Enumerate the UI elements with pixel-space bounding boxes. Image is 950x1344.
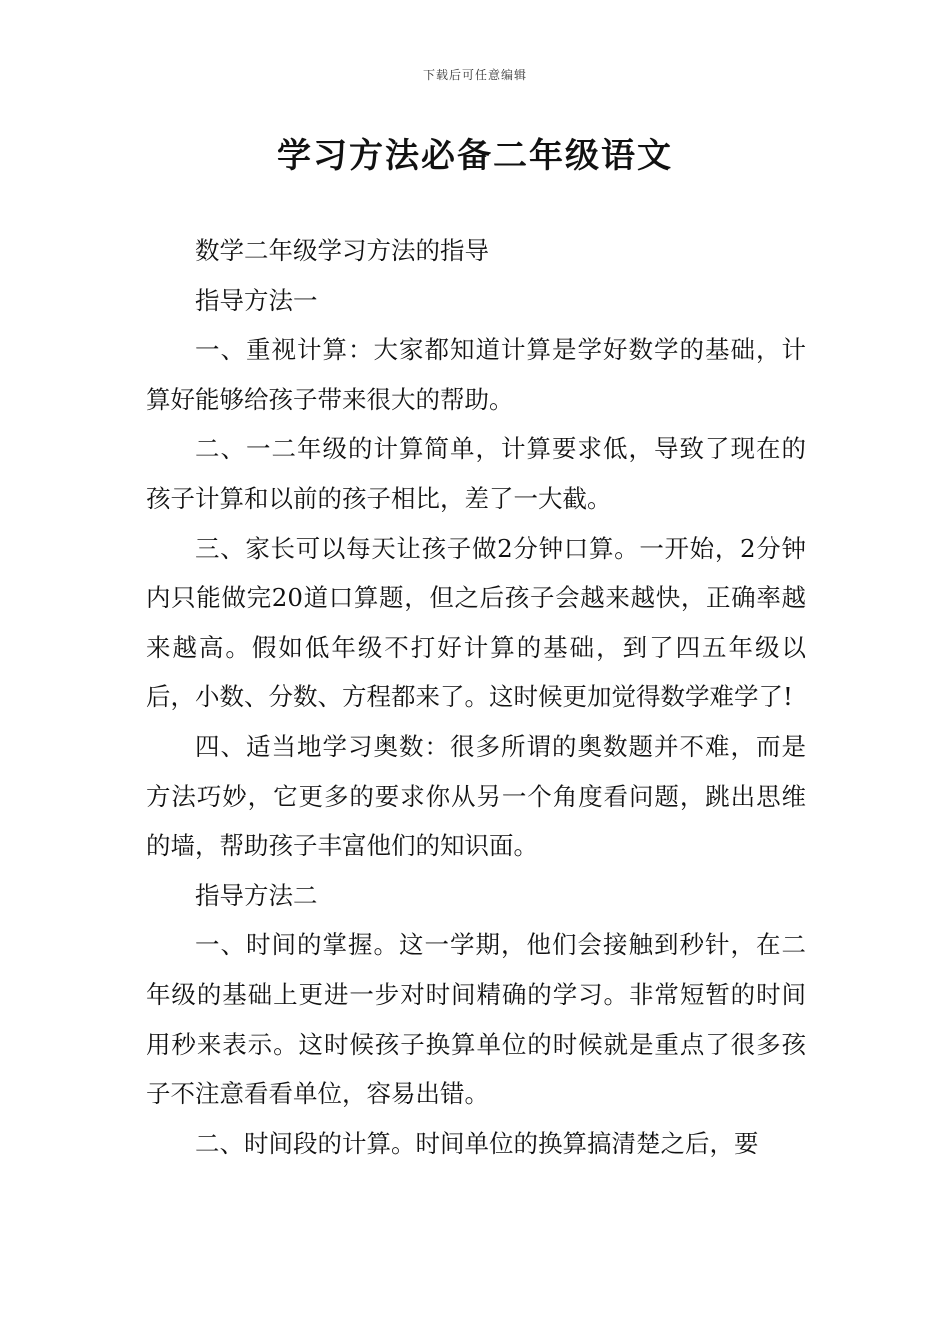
header-note: 下载后可任意编辑 <box>422 68 527 82</box>
paragraph: 四、适当地学习奥数：很多所谓的奥数题并不难，而是方法巧妙，它更多的要求你从另一个角度看问题，跳出思维的墙，帮助孩子丰富他们的知识面。 <box>146 731 806 861</box>
document-title: 学习方法必备二年级语文 <box>277 136 673 176</box>
paragraph: 一、时间的掌握。这一学期，他们会接触到秒针，在二年级的基础上更进一步对时间精确的学习。非常短暂的时间用秒来表示。这时候孩子换算单位的时候就是重点了很多孩子不注意看看单位，容易出错。 <box>146 930 806 1109</box>
paragraph: 三、家长可以每天让孩子做2分钟口算。一开始，2分钟内只能做完20道口算题，但之后孩子会越来越快，正确率越来越高。假如低年级不打好计算的基础，到了四五年级以后，小数、分数、方程都来了。这时候更加觉得数学难学了! <box>146 533 806 712</box>
paragraph-subheading: 数学二年级学习方法的指导 <box>195 236 489 265</box>
document-body <box>146 226 806 1168</box>
paragraph-section-heading: 指导方法二 <box>195 880 318 910</box>
paragraph-section-heading: 指导方法一 <box>195 285 318 315</box>
paragraph: 一、重视计算：大家都知道计算是学好数学的基础，计算好能够给孩子带来很大的帮助。 <box>146 335 806 414</box>
paragraph: 二、时间段的计算。时间单位的换算搞清楚之后，要 <box>195 1128 759 1158</box>
paragraph: 二、一二年级的计算简单，计算要求低，导致了现在的孩子计算和以前的孩子相比，差了一大截。 <box>146 434 806 513</box>
